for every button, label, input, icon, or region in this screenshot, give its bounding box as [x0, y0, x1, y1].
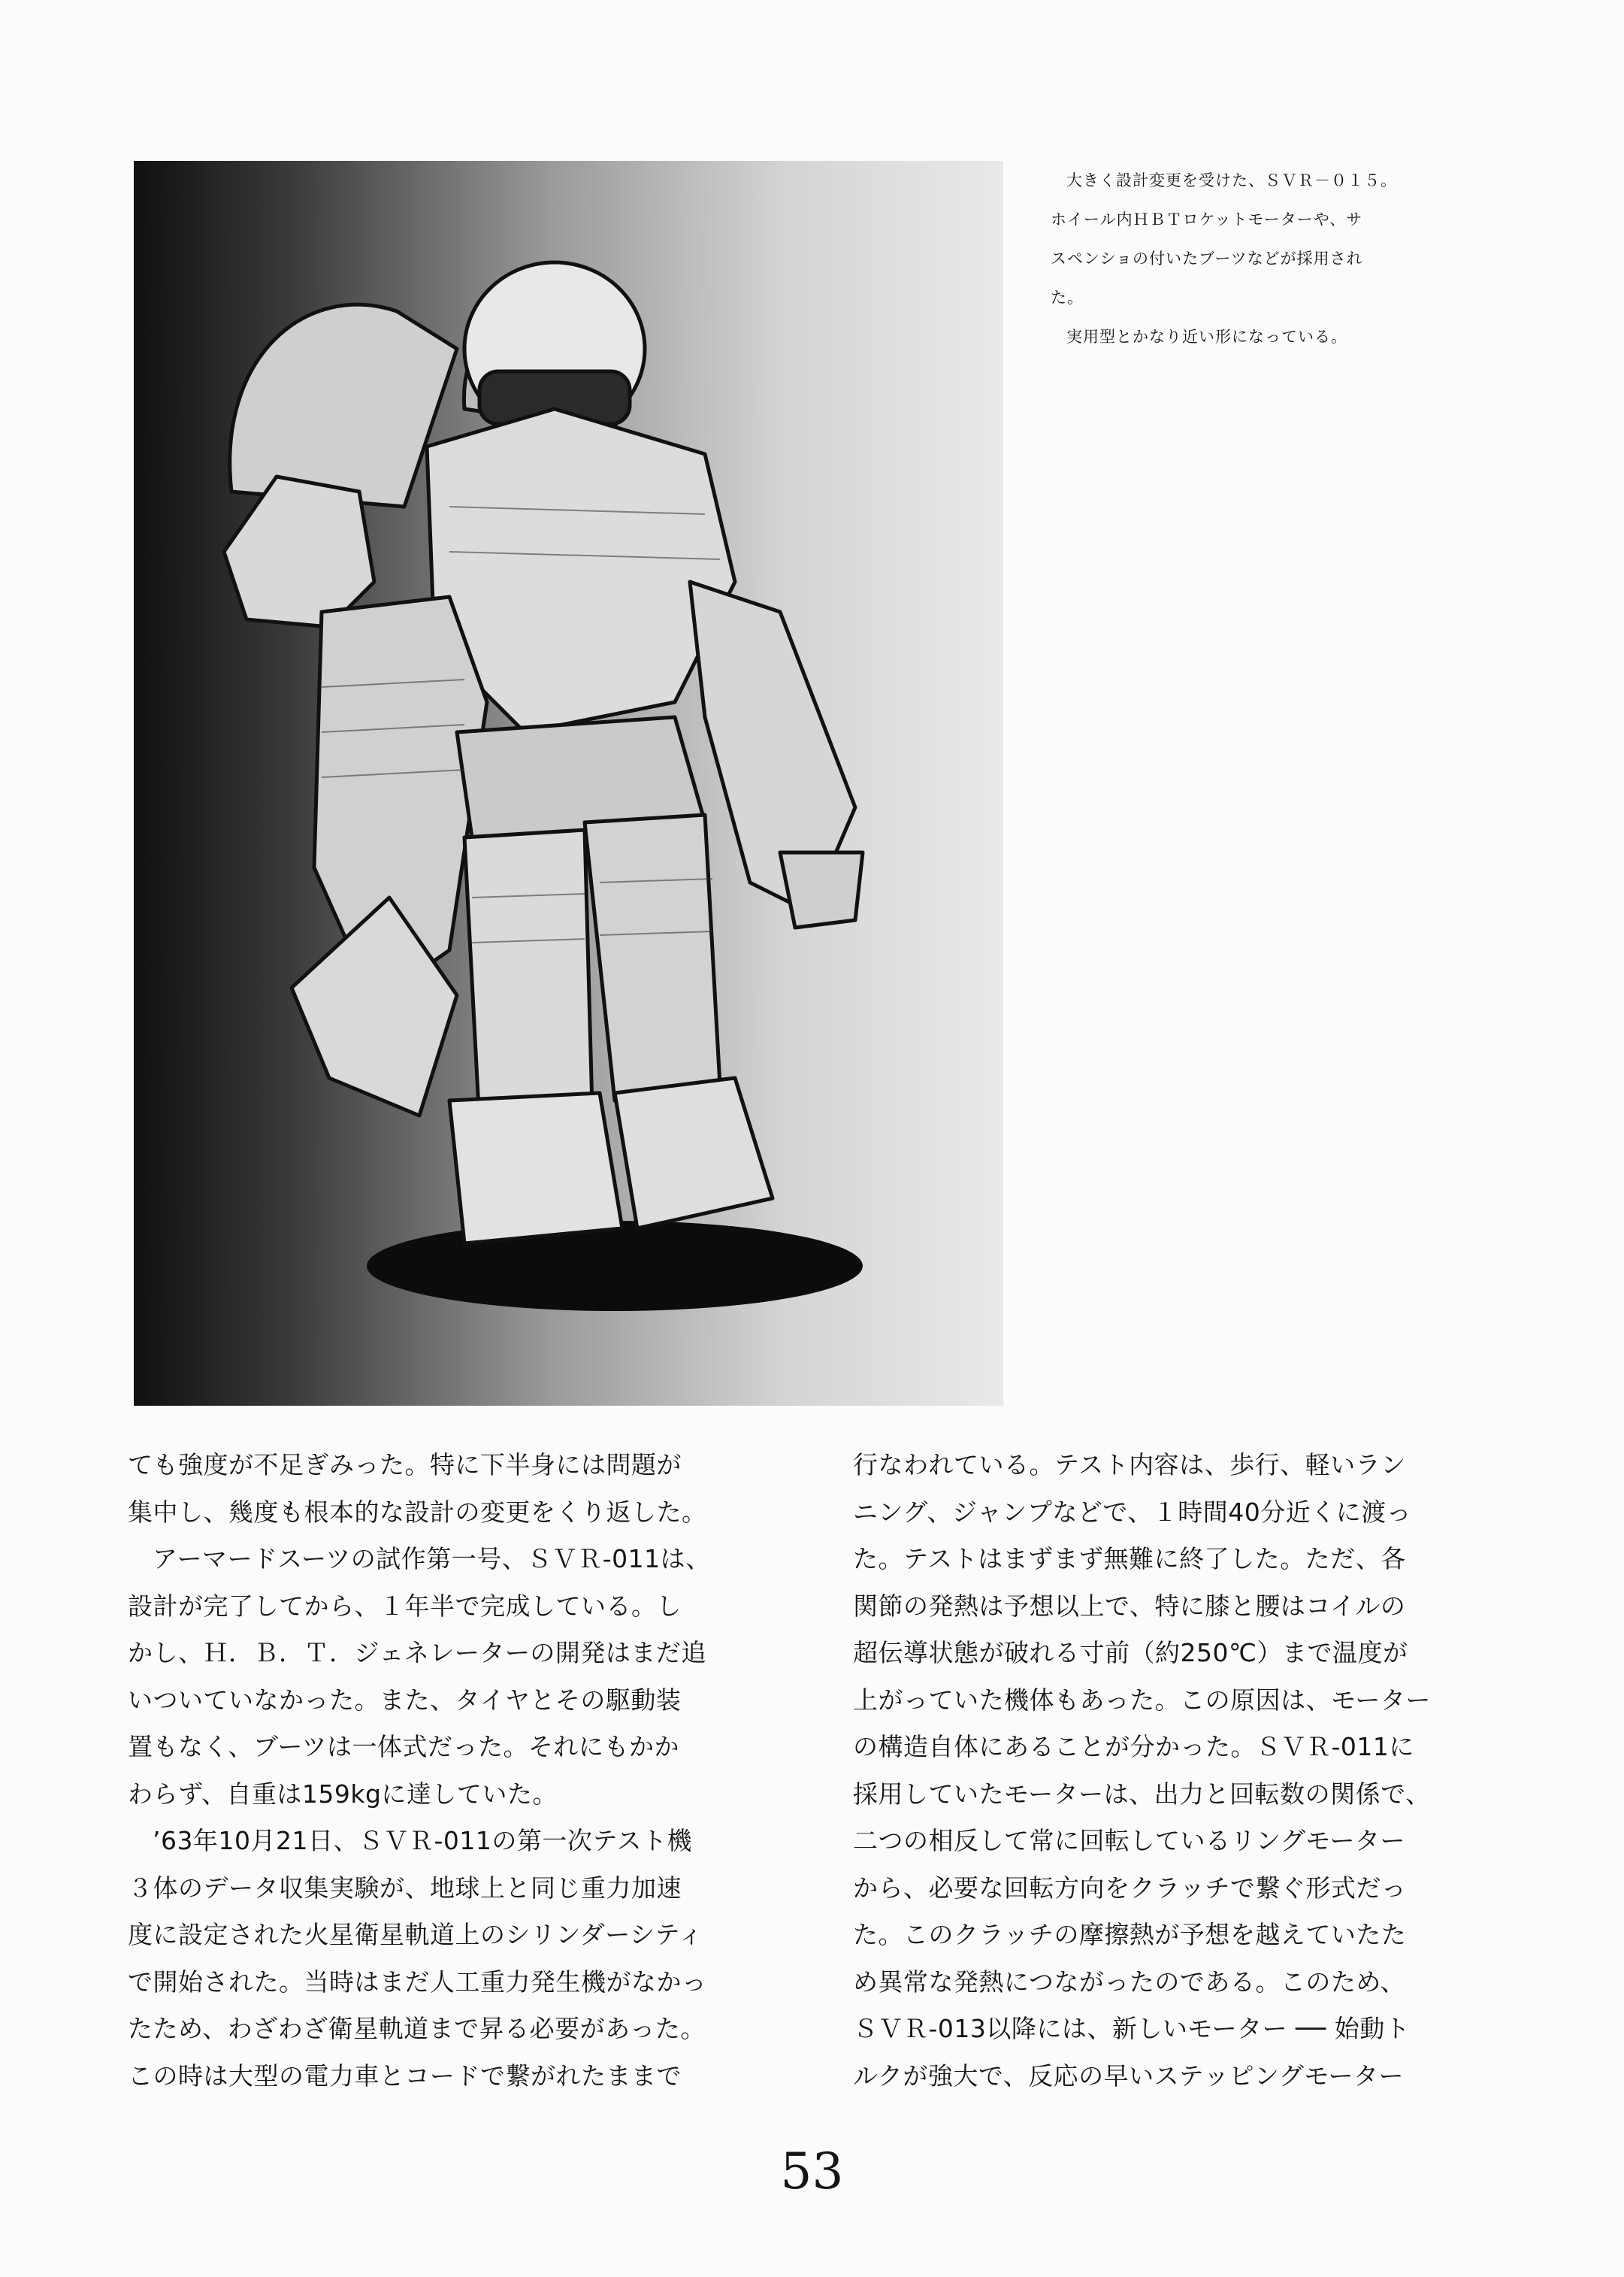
body-line: の構造自体にあることが分かった。ＳＶＲ-011に	[853, 1732, 1414, 1761]
body-column-left	[128, 1442, 729, 2100]
body-line: 二つの相反して常に回転しているリングモーター	[853, 1826, 1406, 1855]
body-line: 度に設定された火星衛星軌道上のシリンダーシティ	[128, 1920, 703, 1949]
caption-line: た。	[1051, 289, 1084, 307]
body-line: たため、わざわざ衛星軌道まで昇る必要があった。	[128, 2014, 706, 2043]
caption-line: 大きく設計変更を受けた、ＳＶＲ－０１５。	[1066, 171, 1397, 189]
body-line: 集中し、幾度も根本的な設計の変更をくり返した。	[128, 1497, 707, 1527]
body-line: ルクが強大で、反応の早いステッピングモーター	[853, 2061, 1405, 2091]
robot-illustration	[134, 161, 1003, 1406]
armored-suit-drawing	[134, 161, 1003, 1406]
body-line: ３体のデータ収集実験が、地球上と同じ重力加速	[128, 1873, 682, 1903]
body-line: で開始された。当時はまだ人工重力発生機がなかっ	[128, 1967, 707, 1997]
body-line: ニング、ジャンプなどで、１時間40分近くに渡っ	[853, 1497, 1412, 1527]
caption-line: 実用型とかなり近い形になっている。	[1066, 328, 1347, 346]
body-line: 関節の発熱は予想以上で、特に膝と腰はコイルの	[853, 1591, 1406, 1621]
body-line: この時は大型の電力車とコードで繋がれたままで	[128, 2061, 682, 2091]
body-line: ＳＶＲ-013以降には、新しいモーター ── 始動ト	[853, 2014, 1411, 2043]
body-line: 採用していたモーターは、出力と回転数の関係で、	[853, 1779, 1431, 1809]
body-line: わらず、自重は159kgに達していた。	[128, 1779, 558, 1809]
body-line: め異常な発熱につながったのである。このため、	[853, 1967, 1406, 1997]
body-line: 上がっていた機体もあった。この原因は、モーター	[853, 1685, 1431, 1715]
body-line: 行なわれている。テスト内容は、歩行、軽いラン	[853, 1450, 1406, 1479]
body-line: た。テストはまずまず無難に終了した。ただ、各	[853, 1544, 1406, 1573]
right-leg	[585, 815, 720, 1101]
left-wheel-cover	[224, 477, 374, 627]
body-line: ’63年10月21日、ＳＶＲ-011の第一次テスト機	[153, 1826, 693, 1855]
body-line: アーマードスーツの試作第一号、ＳＶＲ-011は、	[153, 1544, 711, 1573]
body-line: 設計が完了してから、１年半で完成している。し	[128, 1591, 682, 1621]
body-line: いついていなかった。また、タイヤとその駆動装	[128, 1685, 682, 1715]
right-hand	[780, 852, 863, 928]
left-wheel	[230, 304, 457, 507]
body-line: ても強度が不足ぎみった。特に下半身には問題が	[128, 1450, 682, 1479]
caption-line: ホイール内ＨＢＴロケットモーターや、サ	[1051, 210, 1363, 229]
caption-line: スペンショの付いたブーツなどが採用され	[1051, 250, 1363, 268]
body-column-right	[853, 1442, 1454, 2100]
body-line: かし、Ｈ．Ｂ．Ｔ．ジェネレーターの開発はまだ追	[128, 1638, 706, 1667]
body-line: 超伝導状態が破れる寸前（約250℃）まで温度が	[853, 1638, 1408, 1667]
body-line: から、必要な回転方向をクラッチで繋ぐ形式だっ	[853, 1873, 1407, 1903]
page-number: 53	[780, 2142, 844, 2200]
ground-shadow	[367, 1221, 863, 1311]
body-line: た。このクラッチの摩擦熱が予想を越えていたた	[853, 1920, 1407, 1949]
left-leg	[464, 830, 592, 1123]
figure-caption	[1051, 161, 1441, 356]
body-line: 置もなく、ブーツは一体式だった。それにもかか	[128, 1732, 680, 1761]
right-boot	[615, 1078, 773, 1228]
left-boot	[449, 1093, 622, 1243]
